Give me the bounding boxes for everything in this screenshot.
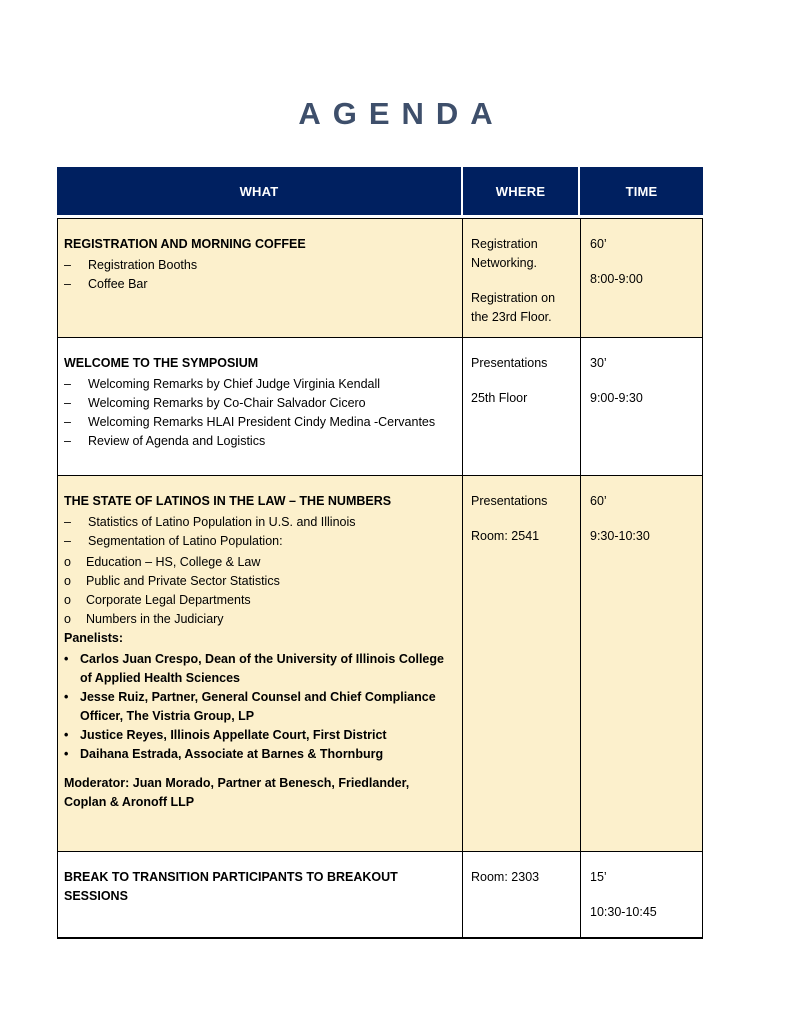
list-item-text: Coffee Bar (88, 277, 148, 291)
circle-marker: o (64, 555, 71, 569)
where-text: Registration Networking. (471, 237, 538, 270)
bullet-marker: • (64, 690, 69, 704)
dash-marker: – (64, 434, 71, 448)
session-title: BREAK TO TRANSITION PARTICIPANTS TO BREAKOUT SESSIONS (64, 870, 398, 903)
dash-marker: – (64, 377, 71, 391)
column-header-time: TIME (625, 183, 658, 199)
list-item-text: Public and Private Sector Statistics (86, 574, 280, 588)
time-range: 9:00-9:30 (590, 391, 643, 405)
list-item-text: Segmentation of Latino Population: (88, 534, 283, 548)
list-item (64, 532, 454, 551)
moderator-text: Moderator: Juan Morado, Partner at Benesch, Friedlander, Coplan & Aronoff LLP (64, 776, 410, 809)
list-item-text: Statistics of Latino Population in U.S. and Illinois (88, 515, 356, 529)
duration: 30’ (590, 356, 607, 370)
list-item-text: Numbers in the Judiciary (86, 612, 224, 626)
column-header-where: WHERE (463, 167, 580, 215)
time-cell (581, 338, 702, 475)
circle-marker: o (64, 612, 71, 626)
dash-marker: – (64, 415, 71, 429)
where-cell (463, 219, 581, 337)
circle-marker: o (64, 574, 71, 588)
where-text: Presentations (471, 494, 548, 508)
where-text: 25th Floor (471, 391, 528, 405)
time-range: 10:30-10:45 (590, 905, 657, 919)
bullet-marker: • (64, 747, 69, 761)
session-title: WELCOME TO THE SYMPOSIUM (64, 356, 259, 370)
time-cell (581, 852, 702, 937)
panelist-item (64, 745, 454, 764)
bullet-marker: • (64, 728, 69, 742)
circle-marker: o (64, 593, 71, 607)
time-cell (581, 476, 702, 851)
where-text: Room: 2541 (471, 529, 540, 543)
duration: 60’ (590, 237, 607, 251)
panelist-text: Jesse Ruiz, Partner, General Counsel and Chief Compliance Officer, The Vistria Group, LP (80, 690, 436, 723)
dash-list (64, 375, 454, 451)
circle-sublist (64, 553, 454, 629)
page-title: AGENDA (298, 96, 505, 131)
list-item (64, 394, 454, 413)
list-item (64, 572, 454, 591)
panelist-text: Carlos Juan Crespo, Dean of the University of Illinois College of Applied Health Sciences (80, 652, 444, 685)
table-header-row (57, 167, 703, 215)
panelist-item (64, 688, 454, 726)
list-item (64, 610, 454, 629)
dash-marker: – (64, 277, 71, 291)
session-title: THE STATE OF LATINOS IN THE LAW – THE NUMBERS (64, 494, 392, 508)
table-row-welcome (58, 338, 702, 476)
what-cell (58, 852, 463, 937)
dash-marker: – (64, 515, 71, 529)
table-row-break (58, 852, 702, 937)
panelists-list (64, 650, 454, 764)
list-item (64, 413, 454, 432)
column-header-what: WHAT (57, 167, 463, 215)
what-cell (58, 338, 463, 475)
list-item (64, 513, 454, 532)
list-item-text: Review of Agenda and Logistics (88, 434, 266, 448)
time-cell (581, 219, 702, 337)
list-item-text: Corporate Legal Departments (86, 593, 251, 607)
duration: 60’ (590, 494, 607, 508)
time-range: 9:30-10:30 (590, 529, 650, 543)
list-item-text: Welcoming Remarks HLAI President Cindy Medina -Cervantes (88, 415, 436, 429)
list-item-text: Registration Booths (88, 258, 198, 272)
panelist-item (64, 650, 454, 688)
list-item (64, 591, 454, 610)
agenda-table (57, 167, 703, 939)
what-cell (58, 219, 463, 337)
dash-marker: – (64, 258, 71, 272)
time-range: 8:00-9:00 (590, 272, 643, 286)
where-text: Room: 2303 (471, 870, 540, 884)
where-text: Presentations (471, 356, 548, 370)
table-row-state-of-latinos (58, 476, 702, 852)
list-item (64, 553, 454, 572)
session-title: REGISTRATION AND MORNING COFFEE (64, 237, 306, 251)
list-item (64, 256, 454, 275)
where-cell (463, 476, 581, 851)
panelists-label: Panelists: (64, 631, 124, 645)
table-row-registration (58, 219, 702, 338)
dash-marker: – (64, 534, 71, 548)
bullet-marker: • (64, 652, 69, 666)
list-item (64, 275, 454, 294)
list-item-text: Welcoming Remarks by Chief Judge Virginia Kendall (88, 377, 381, 391)
duration: 15’ (590, 870, 607, 884)
list-item-text: Education – HS, College & Law (86, 555, 261, 569)
where-cell (463, 852, 581, 937)
dash-list (64, 513, 454, 551)
what-cell (58, 476, 463, 851)
dash-marker: – (64, 396, 71, 410)
where-text: Registration on the 23rd Floor. (471, 291, 556, 324)
panelist-item (64, 726, 454, 745)
panelist-text: Daihana Estrada, Associate at Barnes & Thornburg (80, 747, 384, 761)
table-body (57, 218, 703, 939)
list-item (64, 432, 454, 451)
dash-list (64, 256, 454, 294)
list-item (64, 375, 454, 394)
where-cell (463, 338, 581, 475)
panelist-text: Justice Reyes, Illinois Appellate Court, First District (80, 728, 387, 742)
list-item-text: Welcoming Remarks by Co-Chair Salvador Cicero (88, 396, 366, 410)
